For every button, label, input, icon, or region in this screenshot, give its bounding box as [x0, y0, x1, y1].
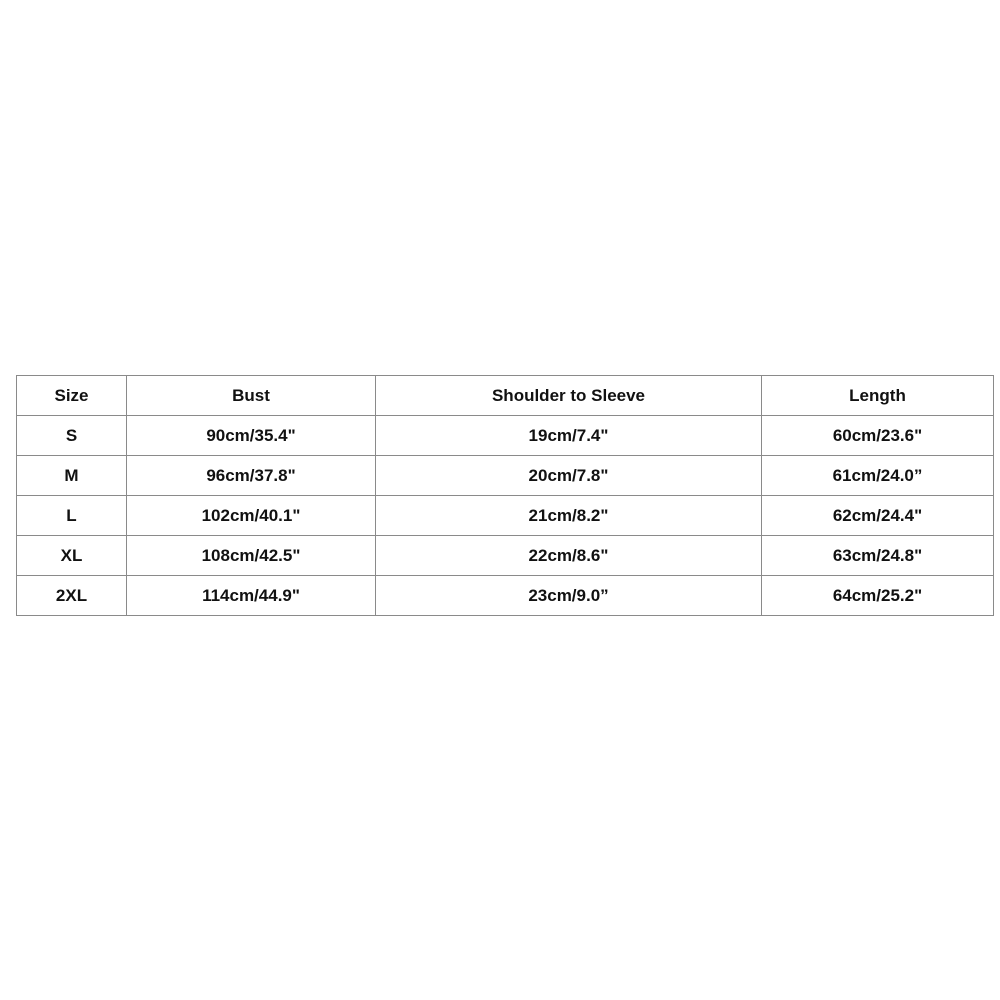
cell-bust: 114cm/44.9" — [127, 576, 376, 616]
cell-bust: 102cm/40.1" — [127, 496, 376, 536]
size-chart-table — [16, 375, 994, 616]
cell-bust: 96cm/37.8" — [127, 456, 376, 496]
cell-length: 63cm/24.8" — [762, 536, 994, 576]
cell-length: 60cm/23.6" — [762, 416, 994, 456]
cell-shoulder-to-sleeve: 23cm/9.0” — [376, 576, 762, 616]
cell-length: 61cm/24.0” — [762, 456, 994, 496]
cell-size: XL — [17, 536, 127, 576]
cell-length: 62cm/24.4" — [762, 496, 994, 536]
cell-shoulder-to-sleeve: 22cm/8.6" — [376, 536, 762, 576]
cell-size: M — [17, 456, 127, 496]
table-row — [17, 416, 994, 456]
table-row — [17, 536, 994, 576]
cell-shoulder-to-sleeve: 19cm/7.4" — [376, 416, 762, 456]
cell-size: L — [17, 496, 127, 536]
cell-shoulder-to-sleeve: 21cm/8.2" — [376, 496, 762, 536]
header-length: Length — [762, 376, 994, 416]
table-header-row — [17, 376, 994, 416]
cell-size: S — [17, 416, 127, 456]
table-row — [17, 576, 994, 616]
header-size: Size — [17, 376, 127, 416]
header-shoulder-to-sleeve: Shoulder to Sleeve — [376, 376, 762, 416]
header-bust: Bust — [127, 376, 376, 416]
table-row — [17, 496, 994, 536]
cell-length: 64cm/25.2" — [762, 576, 994, 616]
cell-size: 2XL — [17, 576, 127, 616]
table-row — [17, 456, 994, 496]
cell-bust: 90cm/35.4" — [127, 416, 376, 456]
cell-bust: 108cm/42.5" — [127, 536, 376, 576]
cell-shoulder-to-sleeve: 20cm/7.8" — [376, 456, 762, 496]
